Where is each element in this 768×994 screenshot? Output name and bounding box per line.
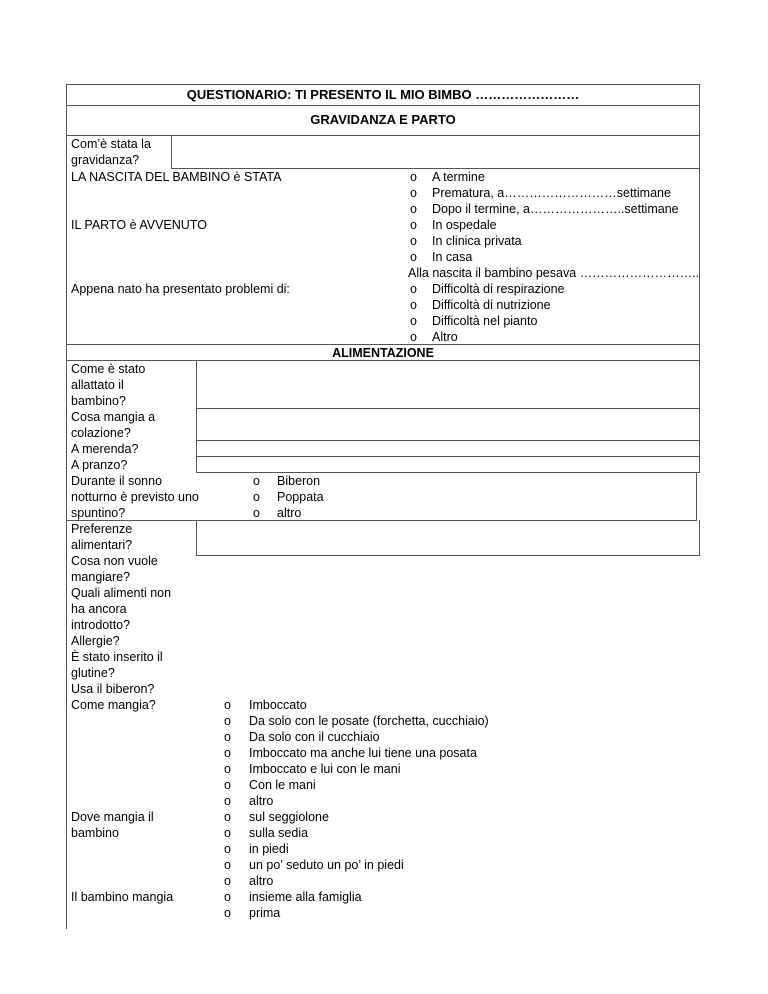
- checkbox-bullet[interactable]: o: [410, 282, 417, 296]
- option-dopo-termine: Dopo il termine, a…………………..settimane: [432, 202, 679, 216]
- option-imboccato: Imboccato: [249, 698, 307, 712]
- checkbox-bullet[interactable]: o: [224, 794, 231, 808]
- checkbox-bullet[interactable]: o: [410, 234, 417, 248]
- checkbox-bullet[interactable]: o: [410, 186, 417, 200]
- question-nascita: LA NASCITA DEL BAMBINO è STATA: [71, 170, 282, 184]
- option-prima: prima: [249, 906, 281, 920]
- question-notturno-line1: Durante il sonno: [71, 474, 163, 488]
- option-con-mani: Con le mani: [249, 778, 316, 792]
- peso-nascita: Alla nascita il bambino pesava ………………………..: [408, 266, 700, 280]
- option-solo-cucchiaio: Da solo con il cucchiaio: [249, 730, 380, 744]
- checkbox-bullet[interactable]: o: [224, 762, 231, 776]
- question-quando: Il bambino mangia: [71, 890, 174, 904]
- question-gravidanza-line2: gravidanza?: [71, 153, 140, 167]
- option-ospedale: In ospedale: [432, 218, 497, 232]
- checkbox-bullet[interactable]: o: [224, 858, 231, 872]
- checkbox-bullet[interactable]: o: [410, 298, 417, 312]
- question-parto: IL PARTO è AVVENUTO: [71, 218, 207, 232]
- checkbox-bullet[interactable]: o: [410, 218, 417, 232]
- question-dove-line2: bambino: [71, 826, 119, 840]
- option-a-termine: A termine: [432, 170, 485, 184]
- checkbox-bullet[interactable]: o: [224, 730, 231, 744]
- option-sedia: sulla sedia: [249, 826, 309, 840]
- option-altro-come: altro: [249, 794, 274, 808]
- question-merenda: A merenda?: [71, 442, 139, 456]
- option-respirazione: Difficoltà di respirazione: [432, 282, 565, 296]
- checkbox-bullet[interactable]: o: [224, 810, 231, 824]
- option-imboccato-posata: Imboccato ma anche lui tiene una posata: [249, 746, 477, 760]
- checkbox-bullet[interactable]: o: [224, 890, 231, 904]
- checkbox-bullet[interactable]: o: [224, 698, 231, 712]
- checkbox-bullet[interactable]: o: [224, 778, 231, 792]
- question-preferenze-line1: Preferenze: [71, 522, 133, 536]
- question-glutine-line2: glutine?: [71, 666, 115, 680]
- question-notturno-line3: spuntino?: [71, 506, 126, 520]
- question-glutine-line1: È stato inserito il: [71, 650, 163, 664]
- option-altro: Altro: [432, 330, 458, 344]
- question-gravidanza-line1: Com’è stata la: [71, 137, 151, 151]
- option-biberon: Biberon: [277, 474, 321, 488]
- question-alimenti-line2: ha ancora: [71, 602, 127, 616]
- checkbox-bullet[interactable]: o: [224, 746, 231, 760]
- question-come-mangia: Come mangia?: [71, 698, 156, 712]
- option-nutrizione: Difficoltà di nutrizione: [432, 298, 551, 312]
- checkbox-bullet[interactable]: o: [224, 842, 231, 856]
- question-pranzo: A pranzo?: [71, 458, 128, 472]
- option-imboccato-mani: Imboccato e lui con le mani: [249, 762, 401, 776]
- question-alimenti-line1: Quali alimenti non: [71, 586, 172, 600]
- question-allergie: Allergie?: [71, 634, 120, 648]
- question-allattato-line3: bambino?: [71, 394, 126, 408]
- page-title: QUESTIONARIO: TI PRESENTO IL MIO BIMBO ……………………: [186, 87, 580, 102]
- checkbox-bullet[interactable]: o: [253, 490, 260, 504]
- option-altro-dove: altro: [249, 874, 274, 888]
- checkbox-bullet[interactable]: o: [224, 826, 231, 840]
- checkbox-bullet[interactable]: o: [410, 314, 417, 328]
- question-nonvuole-line1: Cosa non vuole: [71, 554, 158, 568]
- option-casa: In casa: [432, 250, 473, 264]
- checkbox-bullet[interactable]: o: [253, 506, 260, 520]
- question-notturno-line2: notturno è previsto uno: [71, 490, 199, 504]
- checkbox-bullet[interactable]: o: [224, 906, 231, 920]
- checkbox-bullet[interactable]: o: [253, 474, 260, 488]
- question-colazione-line2: colazione?: [71, 426, 131, 440]
- question-problemi: Appena nato ha presentato problemi di:: [71, 282, 290, 296]
- checkbox-bullet[interactable]: o: [224, 874, 231, 888]
- question-nonvuole-line2: mangiare?: [71, 570, 131, 584]
- checkbox-bullet[interactable]: o: [224, 714, 231, 728]
- option-solo-posate: Da solo con le posate (forchetta, cucchiaio): [249, 714, 489, 728]
- question-colazione-line1: Cosa mangia a: [71, 410, 156, 424]
- option-altro-notturno: altro: [277, 506, 302, 520]
- option-prematura: Prematura, a………………………settimane: [432, 186, 671, 200]
- question-allattato-line2: allattato il: [71, 378, 124, 392]
- checkbox-bullet[interactable]: o: [410, 170, 417, 184]
- question-biberon: Usa il biberon?: [71, 682, 155, 696]
- section-heading-gravidanza: GRAVIDANZA E PARTO: [310, 112, 456, 127]
- section-heading-alimentazione: ALIMENTAZIONE: [332, 346, 434, 360]
- option-seggiolone: sul seggiolone: [249, 810, 329, 824]
- question-preferenze-line2: alimentari?: [71, 538, 133, 552]
- option-seduto-in-piedi: un po’ seduto un po’ in piedi: [249, 858, 404, 872]
- option-clinica: In clinica privata: [432, 234, 522, 248]
- option-poppata: Poppata: [277, 490, 324, 504]
- question-dove-line1: Dove mangia il: [71, 810, 154, 824]
- option-in-piedi: in piedi: [249, 842, 289, 856]
- checkbox-bullet[interactable]: o: [410, 330, 417, 344]
- checkbox-bullet[interactable]: o: [410, 250, 417, 264]
- option-pianto: Difficoltà nel pianto: [432, 314, 538, 328]
- question-alimenti-line3: introdotto?: [71, 618, 131, 632]
- question-allattato-line1: Come è stato: [71, 362, 146, 376]
- checkbox-bullet[interactable]: o: [410, 202, 417, 216]
- option-famiglia: insieme alla famiglia: [249, 890, 362, 904]
